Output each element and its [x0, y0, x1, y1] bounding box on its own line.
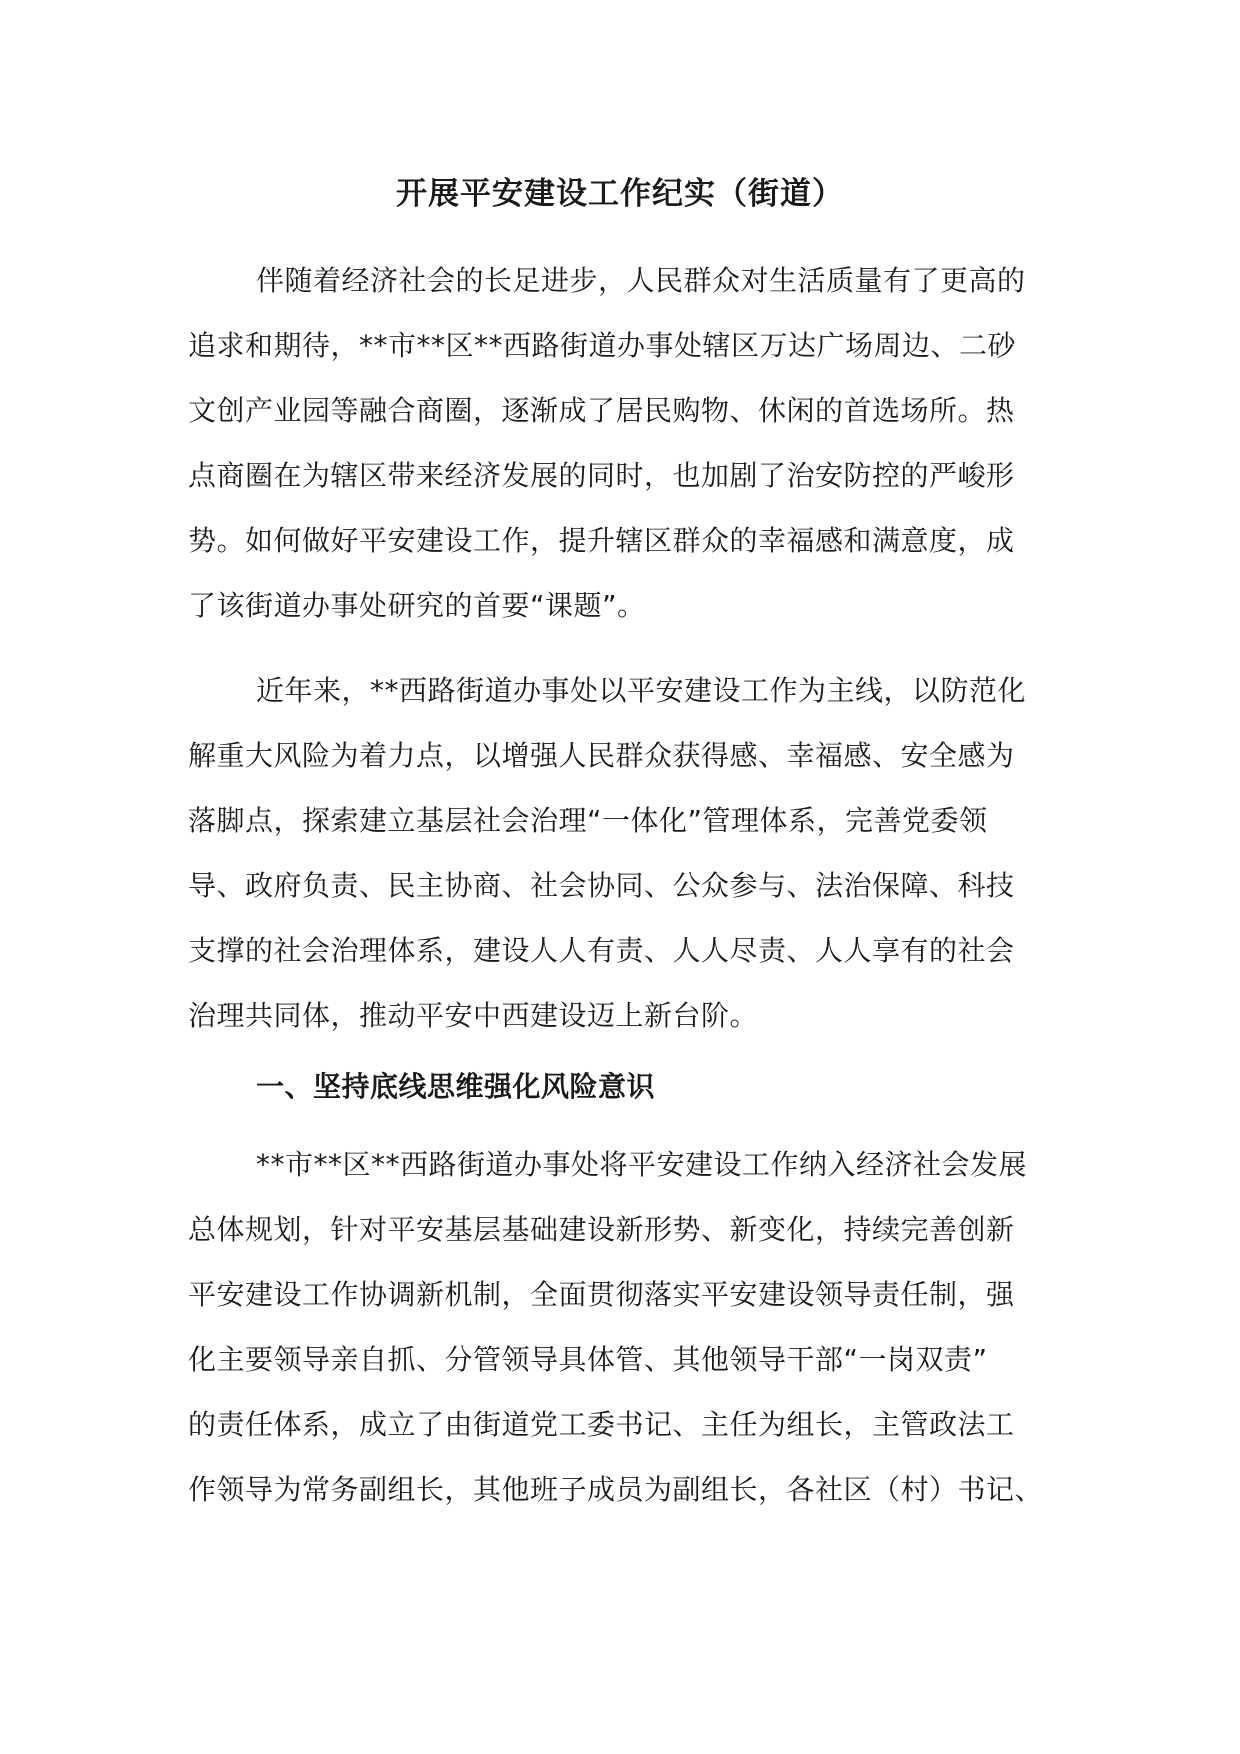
- paragraph-line: 总体规划，针对平安基层基础建设新形势、新变化，持续完善创新: [188, 1213, 1015, 1246]
- paragraph-line: 了该街道办事处研究的首要“课题”。: [188, 589, 646, 622]
- paragraph-line: 治理共同体，推动平安中西建设迈上新台阶。: [188, 999, 759, 1032]
- paragraph-line: 文创产业园等融合商圈，逐渐成了居民购物、休闲的首选场所。热: [188, 394, 1015, 427]
- paragraph-line: 作领导为常务副组长，其他班子成员为副组长，各社区（村）书记、: [188, 1473, 1044, 1506]
- paragraph-3: [188, 1132, 1050, 1522]
- paragraph-line: 化主要领导亲自抓、分管领导具体管、其他领导干部“一岗双责”: [188, 1343, 988, 1376]
- paragraph-line: 的责任体系，成立了由街道党工委书记、主任为组长，主管政法工: [188, 1408, 1015, 1441]
- paragraph-1: [188, 248, 1050, 638]
- paragraph-line: 势。如何做好平安建设工作，提升辖区群众的幸福感和满意度，成: [188, 524, 1015, 557]
- paragraph-line: 落脚点，探索建立基层社会治理“一体化”管理体系，完善党委领: [188, 804, 988, 837]
- paragraph-line: 平安建设工作协调新机制，全面贯彻落实平安建设领导责任制，强: [188, 1278, 1015, 1311]
- paragraph-line: 伴随着经济社会的长足进步，人民群众对生活质量有了更高的: [256, 264, 1026, 297]
- paragraph-line: 近年来，**西路街道办事处以平安建设工作为主线，以防范化: [256, 674, 1027, 707]
- document-title: 开展平安建设工作纪实（街道）: [396, 176, 844, 212]
- paragraph-line: 支撑的社会治理体系，建设人人有责、人人尽责、人人享有的社会: [188, 934, 1015, 967]
- paragraph-line: 解重大风险为着力点，以增强人民群众获得感、幸福感、安全感为: [188, 739, 1015, 772]
- paragraph-line: 追求和期待，**市**区**西路街道办事处辖区万达广场周边、二砂: [188, 329, 1017, 362]
- paragraph-line: 点商圈在为辖区带来经济发展的同时，也加剧了治安防控的严峻形: [188, 459, 1015, 492]
- paragraph-line: 导、政府负责、民主协商、社会协同、公众参与、法治保障、科技: [188, 869, 1015, 902]
- paragraph-2: [188, 658, 1050, 1048]
- paragraph-line: **市**区**西路街道办事处将平安建设工作纳入经济社会发展: [256, 1148, 1028, 1181]
- section-heading: 一、坚持底线思维强化风险意识: [256, 1070, 656, 1103]
